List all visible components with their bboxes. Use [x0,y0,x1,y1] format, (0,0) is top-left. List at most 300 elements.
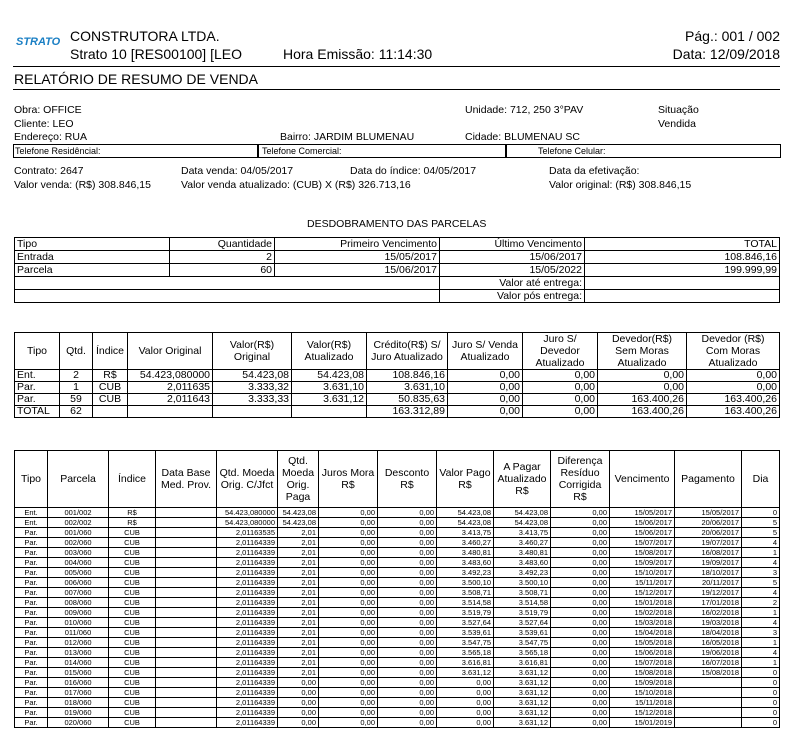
table-cell: 0,00 [378,668,437,678]
table-cell: 0,00 [551,558,610,568]
table-cell: 15/10/2017 [610,568,675,578]
table-cell: 0,00 [319,598,378,608]
table-cell: 3.483,60 [494,558,551,568]
table-cell: 0,00 [319,568,378,578]
table-cell: 0,00 [523,370,598,382]
table-cell: 54.423,08 [278,508,319,518]
table-cell: 0,00 [319,678,378,688]
table-cell: 3.333,32 [213,382,292,394]
table-row [15,638,780,648]
table-cell: 3.514,58 [494,598,551,608]
table-cell: 3.631,12 [494,668,551,678]
table-cell: Par. [15,528,48,538]
pos-entrega-label: Valor pós entrega: [440,290,585,303]
cell [15,290,440,303]
system-info: Strato 10 [RES00100] [LEO [70,46,242,62]
table-cell: 3.333,33 [213,394,292,406]
table-cell: 15/12/2017 [610,588,675,598]
table-cell [156,708,217,718]
table-cell: 15/09/2018 [610,678,675,688]
table-cell: 2,01 [278,618,319,628]
table-cell: 54.423,08 [292,370,367,382]
table-cell: 16/05/2018 [675,638,742,648]
table-cell: 2,01164339 [217,628,278,638]
table-cell: CUB [109,638,156,648]
header-divider [13,66,780,67]
table-cell: 0,00 [319,588,378,598]
table-cell: 002/002 [48,518,109,528]
col-header: Índice [93,333,128,370]
tel-res-box: Telefone Residêncial: [13,144,259,158]
table-cell: 3.492,23 [494,568,551,578]
table-cell: 0,00 [319,508,378,518]
table-cell: 2,01164339 [217,568,278,578]
col-header: Qtd. [60,333,93,370]
table-cell: 0,00 [437,678,494,688]
table-cell: 3.547,75 [494,638,551,648]
table-cell: 3.527,64 [494,618,551,628]
table-cell: 0,00 [551,668,610,678]
table-cell: 0,00 [448,382,523,394]
table-cell: 0,00 [278,688,319,698]
table-cell: 3.492,23 [437,568,494,578]
table-row [15,688,780,698]
table-cell: 3.631,10 [292,382,367,394]
table-cell: 0,00 [319,608,378,618]
table-cell: 17/01/2018 [675,598,742,608]
col-header: Juro S/ Devedor Atualizado [523,333,598,370]
table-cell [93,406,128,418]
table-cell: 0,00 [278,718,319,728]
table-cell: 19/03/2018 [675,618,742,628]
table-cell: CUB [93,382,128,394]
table-cell: 163.400,26 [598,394,687,406]
table-cell: 0,00 [551,608,610,618]
table-cell: 54.423,08 [494,518,551,528]
table-cell: 012/060 [48,638,109,648]
table-cell: Ent. [15,518,48,528]
table-cell: 0,00 [551,508,610,518]
table-row [15,578,780,588]
table-row [15,708,780,718]
table-cell: 020/060 [48,718,109,728]
table-cell: Par. [15,678,48,688]
table-cell: 0,00 [598,370,687,382]
table-cell [156,508,217,518]
col-header: A Pagar Atualizado R$ [494,451,551,508]
table-cell [156,528,217,538]
table-cell: 005/060 [48,568,109,578]
table-cell: 3.616,81 [437,658,494,668]
table-cell: 15/12/2018 [610,708,675,718]
table-cell: 15/06/2017 [610,518,675,528]
table-cell [156,628,217,638]
table-cell [156,668,217,678]
table-cell: 1 [742,548,780,558]
table-cell: 3 [742,628,780,638]
valor-original: Valor original: (R$) 308.846,15 [549,179,692,191]
table-cell: 15/08/2017 [610,548,675,558]
table-cell: 3.514,58 [437,598,494,608]
table-cell: Par. [15,618,48,628]
table-cell: 15/01/2018 [610,598,675,608]
table-cell: 007/060 [48,588,109,598]
table-cell: 15/10/2018 [610,688,675,698]
table-cell [292,406,367,418]
table-cell: 15/07/2017 [610,538,675,548]
table-cell: 0,00 [378,548,437,558]
table-cell: 2,01164339 [217,668,278,678]
table-cell: 0,00 [319,668,378,678]
table-cell [156,618,217,628]
table-row [15,251,780,264]
table-row [15,568,780,578]
table-cell: 3.500,10 [494,578,551,588]
report-date: Data: 12/09/2018 [672,46,780,62]
table-cell: 15/11/2017 [610,578,675,588]
col-header: Dia [742,451,780,508]
table-cell: 0,00 [319,718,378,728]
table-cell: 1 [742,638,780,648]
table-cell: 0,00 [551,658,610,668]
table-cell: 3.631,12 [292,394,367,406]
table-cell: 0,00 [448,370,523,382]
cliente: Cliente: LEO [14,118,74,130]
table-cell: 2,01 [278,598,319,608]
table-row [15,588,780,598]
table-cell: 2,01 [278,538,319,548]
table-cell: 2,01164339 [217,538,278,548]
table-row [15,668,780,678]
table-cell: 3.480,81 [437,548,494,558]
table-cell: 20/06/2017 [675,528,742,538]
col-header: Valor Original [128,333,213,370]
table-row [15,528,780,538]
table-cell: 15/03/2018 [610,618,675,628]
table-cell: 0,00 [551,548,610,558]
table-cell: 54.423,08 [213,370,292,382]
table-cell: 5 [742,518,780,528]
table-cell: 54.423,08 [437,518,494,528]
col-ultimo: Último Vencimento [440,238,585,251]
table-cell: 54.423,08 [437,508,494,518]
table-cell: 0,00 [319,578,378,588]
col-header: Tipo [15,451,48,508]
table-cell: Par. [15,608,48,618]
table-cell: 2,01 [278,528,319,538]
table-cell: 2,01 [278,568,319,578]
table-cell: 0,00 [378,608,437,618]
col-header: Juro S/ Venda Atualizado [448,333,523,370]
table-cell: 54.423,080000 [217,508,278,518]
parcelas-title: DESDOBRAMENTO DAS PARCELAS [307,218,487,230]
valor-venda: Valor venda: (R$) 308.846,15 [14,179,151,191]
table-cell: Par. [15,578,48,588]
table-row [15,698,780,708]
table-cell: 15/11/2018 [610,698,675,708]
table-cell: CUB [93,394,128,406]
table-cell: 16/02/2018 [675,608,742,618]
table-cell: 2,01164339 [217,698,278,708]
cell: 15/05/2017 [275,251,440,264]
cell: 2 [170,251,275,264]
table-cell: 15/05/2017 [610,508,675,518]
cell [15,277,440,290]
table-cell: 0,00 [687,370,780,382]
table-cell: 2,01164339 [217,618,278,628]
table-cell: 2,01164339 [217,598,278,608]
table-cell: 108.846,16 [367,370,448,382]
table-cell [156,548,217,558]
table-cell: CUB [109,718,156,728]
table-cell: 54.423,08 [494,508,551,518]
col-header: Diferença Resíduo Corrigida R$ [551,451,610,508]
table-cell: 2,01 [278,638,319,648]
table-cell: 0,00 [319,528,378,538]
table-cell: Par. [15,628,48,638]
table-cell: 3.519,79 [437,608,494,618]
table-cell: 3.460,27 [494,538,551,548]
table-cell: 0,00 [378,538,437,548]
table-cell: 3.631,12 [494,678,551,688]
table-cell: 2,01164339 [217,648,278,658]
table-cell: 2,01 [278,658,319,668]
table-cell: 3.631,12 [437,668,494,678]
table-cell [156,598,217,608]
table-cell: 2,011635 [128,382,213,394]
table-cell: 0,00 [551,518,610,528]
table-cell [156,648,217,658]
table-cell: Ent. [15,508,48,518]
table-cell: 54.423,080000 [217,518,278,528]
detalhe-table [14,450,780,728]
table-cell: 2,01164339 [217,558,278,568]
table-cell: 4 [742,648,780,658]
table-cell: 0,00 [278,708,319,718]
table-cell: 0,00 [378,648,437,658]
table-cell: 0,00 [551,578,610,588]
table-cell: 0,00 [551,708,610,718]
table-cell: 0,00 [319,658,378,668]
company-name: CONSTRUTORA LTDA. [70,28,220,44]
table-row [15,264,780,277]
table-row [15,290,780,303]
table-cell: 0,00 [551,718,610,728]
table-cell: 009/060 [48,608,109,618]
table-cell: 3.413,75 [494,528,551,538]
table-cell: 0,00 [378,598,437,608]
table-cell: Par. [15,658,48,668]
ate-entrega-value [585,277,780,290]
cell: 108.846,16 [585,251,780,264]
parcelas-table [14,237,780,303]
table-cell: Ent. [15,370,60,382]
table-cell: 0 [742,668,780,678]
table-cell: Par. [15,668,48,678]
table-cell: 0,00 [278,698,319,708]
table-row [15,548,780,558]
table-cell: 3.539,61 [494,628,551,638]
table-cell: 0,00 [551,538,610,548]
table-cell: 0 [742,698,780,708]
table-cell: 2,01 [278,588,319,598]
table-cell: 0,00 [319,638,378,648]
table-cell: 0,00 [378,708,437,718]
table-cell: 163.400,26 [687,394,780,406]
table-cell: 18/04/2018 [675,628,742,638]
cell: Parcela [15,264,170,277]
table-cell: 3.565,18 [494,648,551,658]
table-cell: Par. [15,688,48,698]
table-cell [156,678,217,688]
table-cell: 0,00 [551,568,610,578]
table-cell: 0,00 [378,508,437,518]
table-cell: R$ [109,518,156,528]
table-cell: 50.835,63 [367,394,448,406]
col-header: Pagamento [675,451,742,508]
table-cell: 0 [742,688,780,698]
table-cell: 0,00 [378,678,437,688]
col-header: Valor Pago R$ [437,451,494,508]
table-cell: 0,00 [687,382,780,394]
table-cell: 2,01164339 [217,658,278,668]
table-row [15,558,780,568]
table-cell: 16/07/2018 [675,658,742,668]
table-cell [156,578,217,588]
table-cell: 4 [742,618,780,628]
table-header [15,238,780,251]
col-header: Devedor (R$) Com Moras Atualizado [687,333,780,370]
table-cell: 2,01 [278,608,319,618]
table-cell: 0,00 [523,382,598,394]
table-cell: 15/01/2019 [610,718,675,728]
table-cell: 011/060 [48,628,109,638]
table-cell: 3.480,81 [494,548,551,558]
col-header: Índice [109,451,156,508]
table-cell: 0,00 [378,518,437,528]
obra: Obra: OFFICE [14,104,82,116]
table-cell: 0,00 [378,528,437,538]
table-cell: 3.483,60 [437,558,494,568]
table-cell: CUB [109,548,156,558]
table-cell: Par. [15,588,48,598]
table-cell: CUB [109,698,156,708]
table-cell: 5 [742,578,780,588]
col-header: Juros Mora R$ [319,451,378,508]
table-cell: CUB [109,628,156,638]
unidade: Unidade: 712, 250 3°PAV [465,104,584,116]
table-row [15,718,780,728]
table-cell: 163.312,89 [367,406,448,418]
col-header: Vencimento [610,451,675,508]
table-cell: 0,00 [551,618,610,628]
table-cell: Par. [15,558,48,568]
table-cell: Par. [15,648,48,658]
data-indice: Data do índice: 04/05/2017 [350,165,477,177]
col-quantidade: Quantidade [170,238,275,251]
table-cell: Par. [15,538,48,548]
table-cell: 0,00 [523,406,598,418]
table-cell: 2,01164339 [217,688,278,698]
table-cell [675,718,742,728]
table-cell: CUB [109,708,156,718]
table-cell: R$ [109,508,156,518]
table-cell: 0 [742,508,780,518]
table-cell: 2,01163535 [217,528,278,538]
table-cell [156,518,217,528]
table-cell: Par. [15,708,48,718]
table-cell: 0,00 [378,688,437,698]
table-cell: 006/060 [48,578,109,588]
table-cell: 3.539,61 [437,628,494,638]
table-cell: 0,00 [378,658,437,668]
table-cell: 2,01164339 [217,718,278,728]
table-cell: CUB [109,578,156,588]
table-row [15,538,780,548]
table-cell: 0,00 [551,698,610,708]
table-cell: 019/060 [48,708,109,718]
table-cell: 0,00 [448,406,523,418]
table-cell: 54.423,08 [278,518,319,528]
table-cell: 15/08/2018 [610,668,675,678]
table-cell [675,708,742,718]
col-header: Crédito(R$) S/ Juro Atualizado [367,333,448,370]
table-cell: 016/060 [48,678,109,688]
table-cell: 3.547,75 [437,638,494,648]
table-cell: CUB [109,568,156,578]
cell: 15/06/2017 [440,251,585,264]
table-cell: 2,01164339 [217,708,278,718]
table-cell: 1 [742,608,780,618]
table-cell: 0,00 [319,688,378,698]
col-header: Desconto R$ [378,451,437,508]
table-cell: 0 [742,708,780,718]
table-cell: 15/09/2017 [610,558,675,568]
table-header [15,333,780,370]
table-cell: 15/04/2018 [610,628,675,638]
col-total: TOTAL [585,238,780,251]
bairro: Bairro: JARDIM BLUMENAU [280,131,415,143]
table-cell: 0,00 [378,698,437,708]
table-cell: 0 [742,678,780,688]
title-divider [13,89,780,90]
table-row [15,618,780,628]
table-cell [675,698,742,708]
table-cell: 19/07/2017 [675,538,742,548]
table-cell: 002/060 [48,538,109,548]
table-row [15,508,780,518]
table-cell: 017/060 [48,688,109,698]
cell: 60 [170,264,275,277]
table-cell: Par. [15,568,48,578]
situacao-label: Situação [658,104,699,116]
table-cell: 010/060 [48,618,109,628]
table-cell: Par. [15,598,48,608]
resumo-table [14,332,780,418]
data-venda: Data venda: 04/05/2017 [181,165,294,177]
cell: 15/06/2017 [275,264,440,277]
table-cell: 0,00 [378,628,437,638]
table-cell: 0,00 [319,538,378,548]
table-row [15,518,780,528]
table-cell: 2,01164339 [217,578,278,588]
table-cell: 2,011643 [128,394,213,406]
col-header: Valor(R$) Atualizado [292,333,367,370]
table-cell [156,588,217,598]
table-cell: 0,00 [437,708,494,718]
table-cell: 2,01 [278,558,319,568]
table-cell: 0,00 [278,678,319,688]
